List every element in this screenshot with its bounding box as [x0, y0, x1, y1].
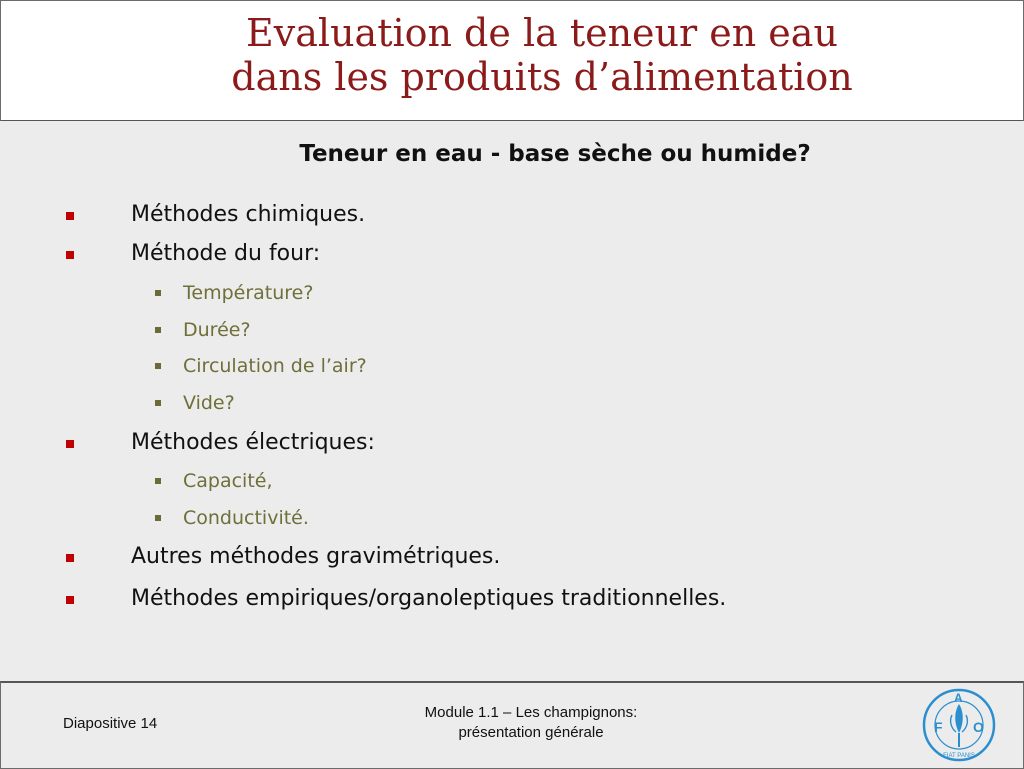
bullet-marker: [66, 440, 74, 448]
bullet-text: Méthode du four:: [131, 241, 321, 266]
title-line-2: dans les produits d’alimentation: [231, 55, 853, 99]
sub-bullet-text: Durée?: [183, 319, 251, 341]
sub-bullet-conductivity: [0, 504, 1000, 534]
sub-bullet-text: Vide?: [183, 392, 235, 414]
bullet-text: Méthodes électriques:: [131, 430, 375, 455]
slide-title: [1, 11, 1024, 99]
bullet-marker: [66, 212, 74, 220]
slide-footer: [0, 681, 1024, 769]
logo-letter-o: O: [973, 719, 984, 735]
bullet-text: Autres méthodes gravimétriques.: [131, 544, 501, 569]
sub-bullet-marker: [155, 478, 161, 484]
bullet-marker: [66, 596, 74, 604]
sub-bullet-air-circulation: [0, 352, 1000, 382]
bullet-text: Méthodes empiriques/organoleptiques traditionnelles.: [131, 586, 727, 611]
module-line-1: Module 1.1 – Les champignons:: [424, 704, 638, 721]
sub-bullet-marker: [155, 327, 161, 333]
bullet-text: Méthodes chimiques.: [131, 202, 366, 227]
sub-bullet-text: Capacité,: [183, 470, 273, 492]
sub-bullet-text: Température?: [183, 282, 314, 304]
sub-bullet-duration: [0, 316, 1000, 346]
sub-bullet-text: Conductivité.: [183, 507, 309, 529]
logo-letter-a: A: [954, 691, 963, 705]
slide-header: [0, 0, 1024, 122]
slide-content: [0, 121, 1024, 681]
title-line-1: Evaluation de la teneur en eau: [246, 11, 838, 55]
sub-bullet-text: Circulation de l’air?: [183, 355, 367, 377]
sub-bullet-marker: [155, 290, 161, 296]
bullet-item-empirical-methods: [0, 581, 1000, 617]
sub-bullet-marker: [155, 363, 161, 369]
slide-number: Diapositive 14: [63, 715, 158, 732]
logo-motto: FIAT PANIS: [943, 753, 975, 759]
sub-bullet-capacity: [0, 467, 1000, 497]
module-label: [381, 703, 681, 743]
bullet-marker: [66, 554, 74, 562]
bullet-marker: [66, 251, 74, 259]
slide-subtitle: Teneur en eau - base sèche ou humide?: [299, 141, 811, 167]
fao-logo: [921, 687, 997, 763]
bullet-item-oven-method: [0, 236, 1000, 272]
module-line-2: présentation générale: [458, 724, 604, 741]
sub-bullet-temperature: [0, 279, 1000, 309]
bullet-item-electrical-methods: [0, 425, 1000, 461]
sub-bullet-marker: [155, 515, 161, 521]
wheat-icon: [955, 704, 963, 733]
bullet-item-chemical-methods: [0, 197, 1000, 233]
bullet-item-gravimetric-methods: [0, 539, 1000, 575]
logo-letter-f: F: [934, 719, 943, 735]
sub-bullet-vacuum: [0, 389, 1000, 419]
sub-bullet-marker: [155, 400, 161, 406]
